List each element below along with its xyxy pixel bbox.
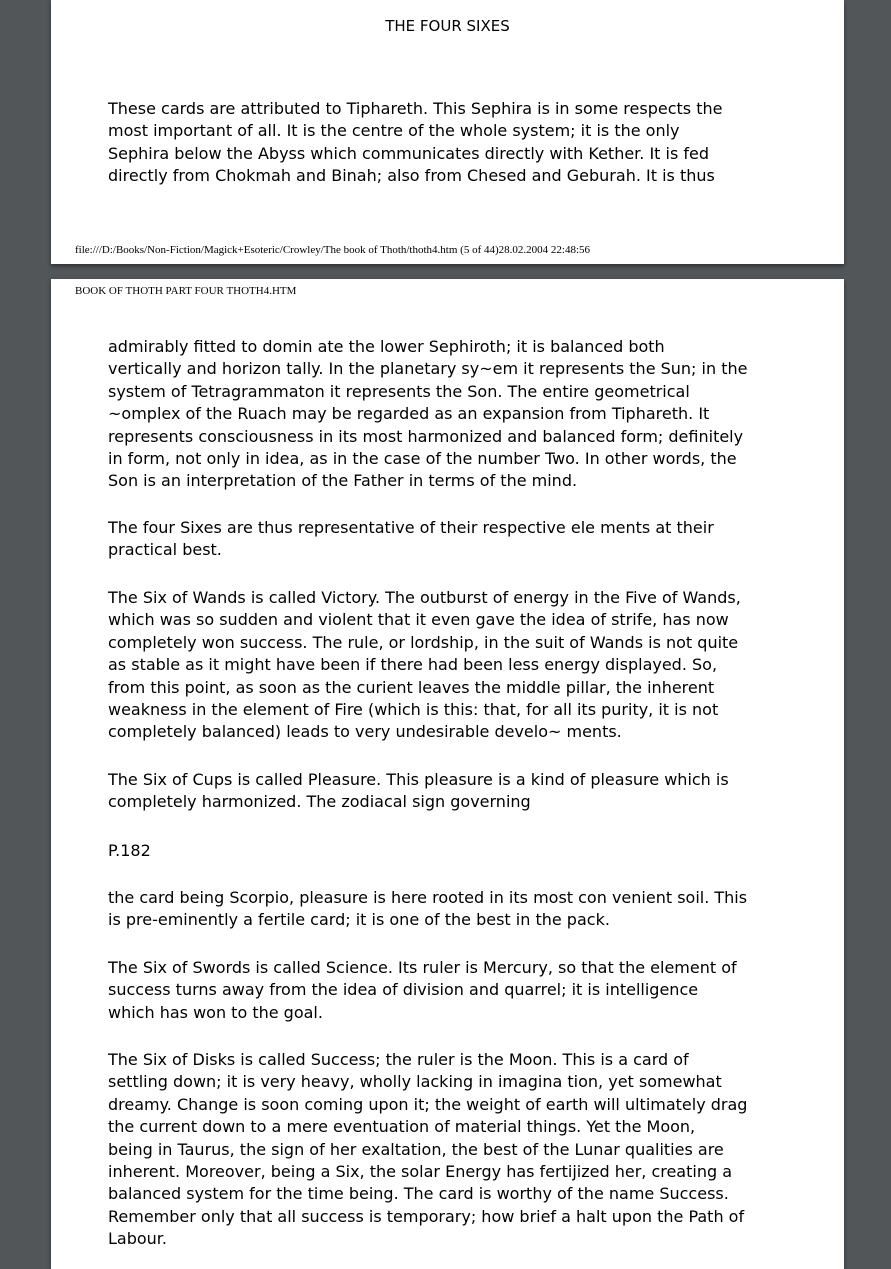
page-header: BOOK OF THOTH PART FOUR THOTH4.HTM xyxy=(75,285,297,297)
paragraph-six-of-swords: The Six of Swords is called Science. Its ruler is Mercury, so that the element of success turns away from the idea of division and quarrel; it is intelligence which has won to the goal. xyxy=(108,958,737,1022)
paragraph-four-sixes: The four Sixes are thus representative of their respective ele ments at their practical best. xyxy=(108,518,714,560)
paragraph-tiphareth: admirably fitted to domin ate the lower Sephiroth; it is balanced both vertically and horizon tally. In the planetary sy~em it represents the Sun; in the system of Tetragrammaton it represents the Son. The entire geometrical ~omplex of the Ruach may be regarded as an expansion from Tiphareth. It represents consciousness in its most harmonized and balanced form; definitely in form, not only in idea, as in the case of the number Two. In other words, the Son is an interpretation of the Father in terms of the mind. xyxy=(108,337,748,491)
paragraph-scorpio: the card being Scorpio, pleasure is here rooted in its most con venient soil. This is pre-eminently a fertile card; it is one of the best in the pack. xyxy=(108,888,748,930)
paragraph-intro: These cards are attributed to Tiphareth. This Sephira is in some respects the most important of all. It is the centre of the whole system; it is the only Sephira below the Abyss which communicates directly with Kether. It is fed directly from Chokmah and Binah; also from Chesed and Geburah. It is thus xyxy=(108,99,723,186)
page-footer-file-path: file:///D:/Books/Non-Fiction/Magick+Esoteric/Crowley/The book of Thoth/thoth4.htm (5 of 44)28.02.2004 22:48:56 xyxy=(75,244,591,256)
paragraph-six-of-cups: The Six of Cups is called Pleasure. This pleasure is a kind of pleasure which is completely harmonized. The zodiacal sign governing xyxy=(108,770,729,812)
document-page-top xyxy=(51,0,844,264)
section-heading: THE FOUR SIXES xyxy=(385,17,510,35)
page-number-marker: P.182 xyxy=(108,841,151,860)
paragraph-six-of-wands: The Six of Wands is called Victory. The outburst of energy in the Five of Wands, which was so sudden and violent that it even gave the idea of strife, has now completely won success. The rule, or lordship, in the suit of Wands is not quite as stable as it might have been if there had been less energy displayed. So, from this point, as soon as the curient leaves the middle pillar, the inherent weakness in the element of Fire (which is this: that, for all its purity, it is not completely balanced) leads to very undesirable develo~ ments. xyxy=(108,588,741,742)
document-page-bottom xyxy=(51,279,844,1269)
paragraph-six-of-disks: The Six of Disks is called Success; the ruler is the Moon. This is a card of settling down; it is very heavy, wholly lacking in imagina tion, yet somewhat dreamy. Change is soon coming upon it; the weight of earth will ultimately drag the current down to a mere eventuation of material things. Yet the Moon, being in Taurus, the sign of her exaltation, the best of the Lunar qualities are inherent. Moreover, being a Six, the solar Energy has fertijized her, creating a balanced system for the time being. The card is worthy of the name Success. Remember only that all success is temporary; how brief a halt upon the Path of Labour. xyxy=(108,1050,748,1249)
